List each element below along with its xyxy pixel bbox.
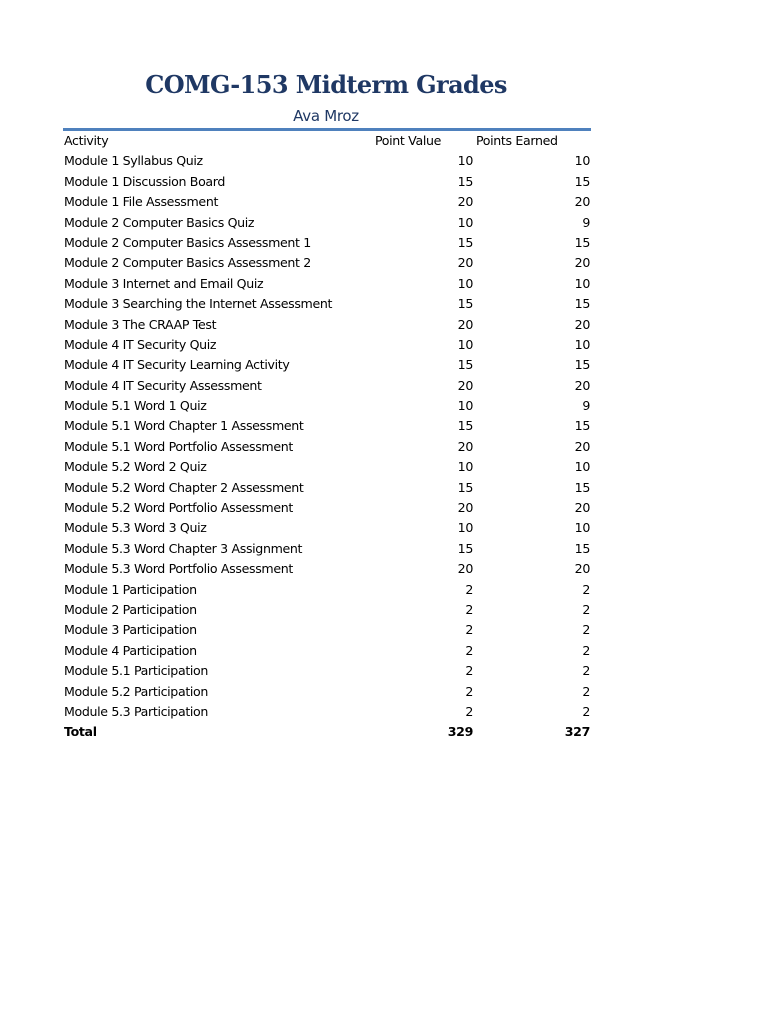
activity-cell: Module 1 Discussion Board — [64, 173, 226, 189]
points-earned-cell: 20 — [574, 194, 590, 210]
points-earned-cell: 10 — [574, 336, 590, 352]
page-title: COMG-153 Midterm Grades — [145, 70, 507, 99]
point-value-cell: 10 — [457, 398, 473, 414]
table-row — [63, 274, 591, 294]
points-earned-cell: 15 — [574, 479, 590, 495]
points-earned-cell: 20 — [574, 438, 590, 454]
table-header — [63, 131, 591, 151]
points-earned-cell: 20 — [574, 500, 590, 516]
activity-cell: Module 4 IT Security Assessment — [64, 377, 262, 393]
point-value-cell: 20 — [457, 561, 473, 577]
point-value-cell: 15 — [457, 418, 473, 434]
point-value-cell: 10 — [457, 520, 473, 536]
activity-cell: Module 2 Computer Basics Quiz — [64, 214, 255, 230]
activity-cell: Module 5.2 Participation — [64, 683, 209, 699]
activity-cell: Module 1 File Assessment — [64, 194, 219, 210]
activity-cell: Module 5.2 Word Portfolio Assessment — [64, 500, 293, 516]
column-header-points-earned: Points Earned — [476, 133, 558, 148]
grades-table — [63, 131, 591, 743]
points-earned-cell: 9 — [582, 398, 590, 414]
table-row — [63, 641, 591, 661]
table-row — [63, 498, 591, 518]
activity-cell: Module 3 Participation — [64, 622, 197, 638]
activity-cell: Module 1 Participation — [64, 581, 197, 597]
points-earned-cell: 10 — [574, 275, 590, 291]
table-row — [63, 416, 591, 436]
point-value-cell: 10 — [457, 275, 473, 291]
table-row — [63, 518, 591, 538]
activity-cell: Module 5.1 Word 1 Quiz — [64, 398, 207, 414]
activity-cell: Module 4 IT Security Learning Activity — [64, 357, 290, 373]
column-header-activity: Activity — [64, 133, 109, 148]
activity-cell: Module 5.3 Word Portfolio Assessment — [64, 561, 293, 577]
point-value-cell: 15 — [457, 234, 473, 250]
points-earned-cell: 15 — [574, 234, 590, 250]
point-value-cell: 10 — [457, 153, 473, 169]
activity-cell: Module 5.3 Word 3 Quiz — [64, 520, 207, 536]
activity-cell: Module 5.3 Word Chapter 3 Assignment — [64, 540, 303, 556]
table-row — [63, 172, 591, 192]
point-value-cell: 10 — [457, 336, 473, 352]
point-value-cell: 15 — [457, 479, 473, 495]
table-row — [63, 396, 591, 416]
activity-cell: Module 3 The CRAAP Test — [64, 316, 217, 332]
table-row — [63, 376, 591, 396]
points-earned-cell: 2 — [582, 663, 590, 679]
table-row — [63, 355, 591, 375]
activity-cell: Module 1 Syllabus Quiz — [64, 153, 203, 169]
point-value-cell: 20 — [457, 255, 473, 271]
table-row — [63, 559, 591, 579]
point-value-cell: 10 — [457, 214, 473, 230]
points-earned-cell: 20 — [574, 316, 590, 332]
table-row — [63, 437, 591, 457]
point-value-cell: 15 — [457, 173, 473, 189]
table-row — [63, 213, 591, 233]
activity-cell: Module 4 IT Security Quiz — [64, 336, 217, 352]
activity-cell: Module 5.2 Word 2 Quiz — [64, 459, 207, 475]
point-value-cell: 10 — [457, 459, 473, 475]
points-earned-cell: 9 — [582, 214, 590, 230]
point-value-cell: 20 — [457, 316, 473, 332]
points-earned-cell: 15 — [574, 357, 590, 373]
table-row — [63, 682, 591, 702]
points-earned-cell: 15 — [574, 296, 590, 312]
points-earned-cell: 15 — [574, 418, 590, 434]
points-earned-cell: 20 — [574, 255, 590, 271]
point-value-cell: 20 — [457, 377, 473, 393]
point-value-cell: 20 — [457, 194, 473, 210]
table-row — [63, 192, 591, 212]
points-earned-cell: 20 — [574, 377, 590, 393]
point-value-cell: 2 — [465, 642, 473, 658]
table-row — [63, 294, 591, 314]
table-row — [63, 580, 591, 600]
points-earned-cell: 15 — [574, 540, 590, 556]
table-row — [63, 539, 591, 559]
points-earned-cell: 10 — [574, 520, 590, 536]
total-points-earned: 327 — [564, 724, 590, 740]
table-row — [63, 620, 591, 640]
points-earned-cell: 10 — [574, 459, 590, 475]
activity-cell: Module 5.1 Participation — [64, 663, 209, 679]
table-row — [63, 478, 591, 498]
points-earned-cell: 15 — [574, 173, 590, 189]
points-earned-cell: 2 — [582, 642, 590, 658]
activity-cell: Module 2 Computer Basics Assessment 2 — [64, 255, 311, 271]
point-value-cell: 15 — [457, 540, 473, 556]
point-value-cell: 15 — [457, 296, 473, 312]
point-value-cell: 20 — [457, 438, 473, 454]
points-earned-cell: 2 — [582, 683, 590, 699]
points-earned-cell: 10 — [574, 153, 590, 169]
activity-cell: Module 5.1 Word Chapter 1 Assessment — [64, 418, 304, 434]
point-value-cell: 2 — [465, 581, 473, 597]
activity-cell: Module 4 Participation — [64, 642, 197, 658]
table-row — [63, 600, 591, 620]
point-value-cell: 20 — [457, 500, 473, 516]
points-earned-cell: 2 — [582, 622, 590, 638]
activity-cell: Module 5.1 Word Portfolio Assessment — [64, 438, 293, 454]
table-row — [63, 151, 591, 171]
points-earned-cell: 2 — [582, 703, 590, 719]
activity-cell: Module 2 Participation — [64, 601, 197, 617]
points-earned-cell: 20 — [574, 561, 590, 577]
table-row — [63, 702, 591, 722]
point-value-cell: 2 — [465, 601, 473, 617]
table-row — [63, 335, 591, 355]
point-value-cell: 2 — [465, 622, 473, 638]
point-value-cell: 2 — [465, 663, 473, 679]
activity-cell: Module 3 Internet and Email Quiz — [64, 275, 264, 291]
point-value-cell: 15 — [457, 357, 473, 373]
table-row — [63, 315, 591, 335]
table-row — [63, 253, 591, 273]
points-earned-cell: 2 — [582, 581, 590, 597]
activity-cell: Module 3 Searching the Internet Assessment — [64, 296, 333, 312]
point-value-cell: 2 — [465, 683, 473, 699]
table-row — [63, 233, 591, 253]
activity-cell: Module 5.2 Word Chapter 2 Assessment — [64, 479, 304, 495]
student-name: Ava Mroz — [293, 107, 359, 125]
total-label: Total — [64, 724, 97, 740]
column-header-point-value: Point Value — [375, 133, 442, 148]
table-row — [63, 661, 591, 681]
table-row — [63, 457, 591, 477]
activity-cell: Module 2 Computer Basics Assessment 1 — [64, 234, 311, 250]
point-value-cell: 2 — [465, 703, 473, 719]
points-earned-cell: 2 — [582, 601, 590, 617]
activity-cell: Module 5.3 Participation — [64, 703, 209, 719]
total-row — [63, 722, 591, 742]
total-point-value: 329 — [447, 724, 473, 740]
